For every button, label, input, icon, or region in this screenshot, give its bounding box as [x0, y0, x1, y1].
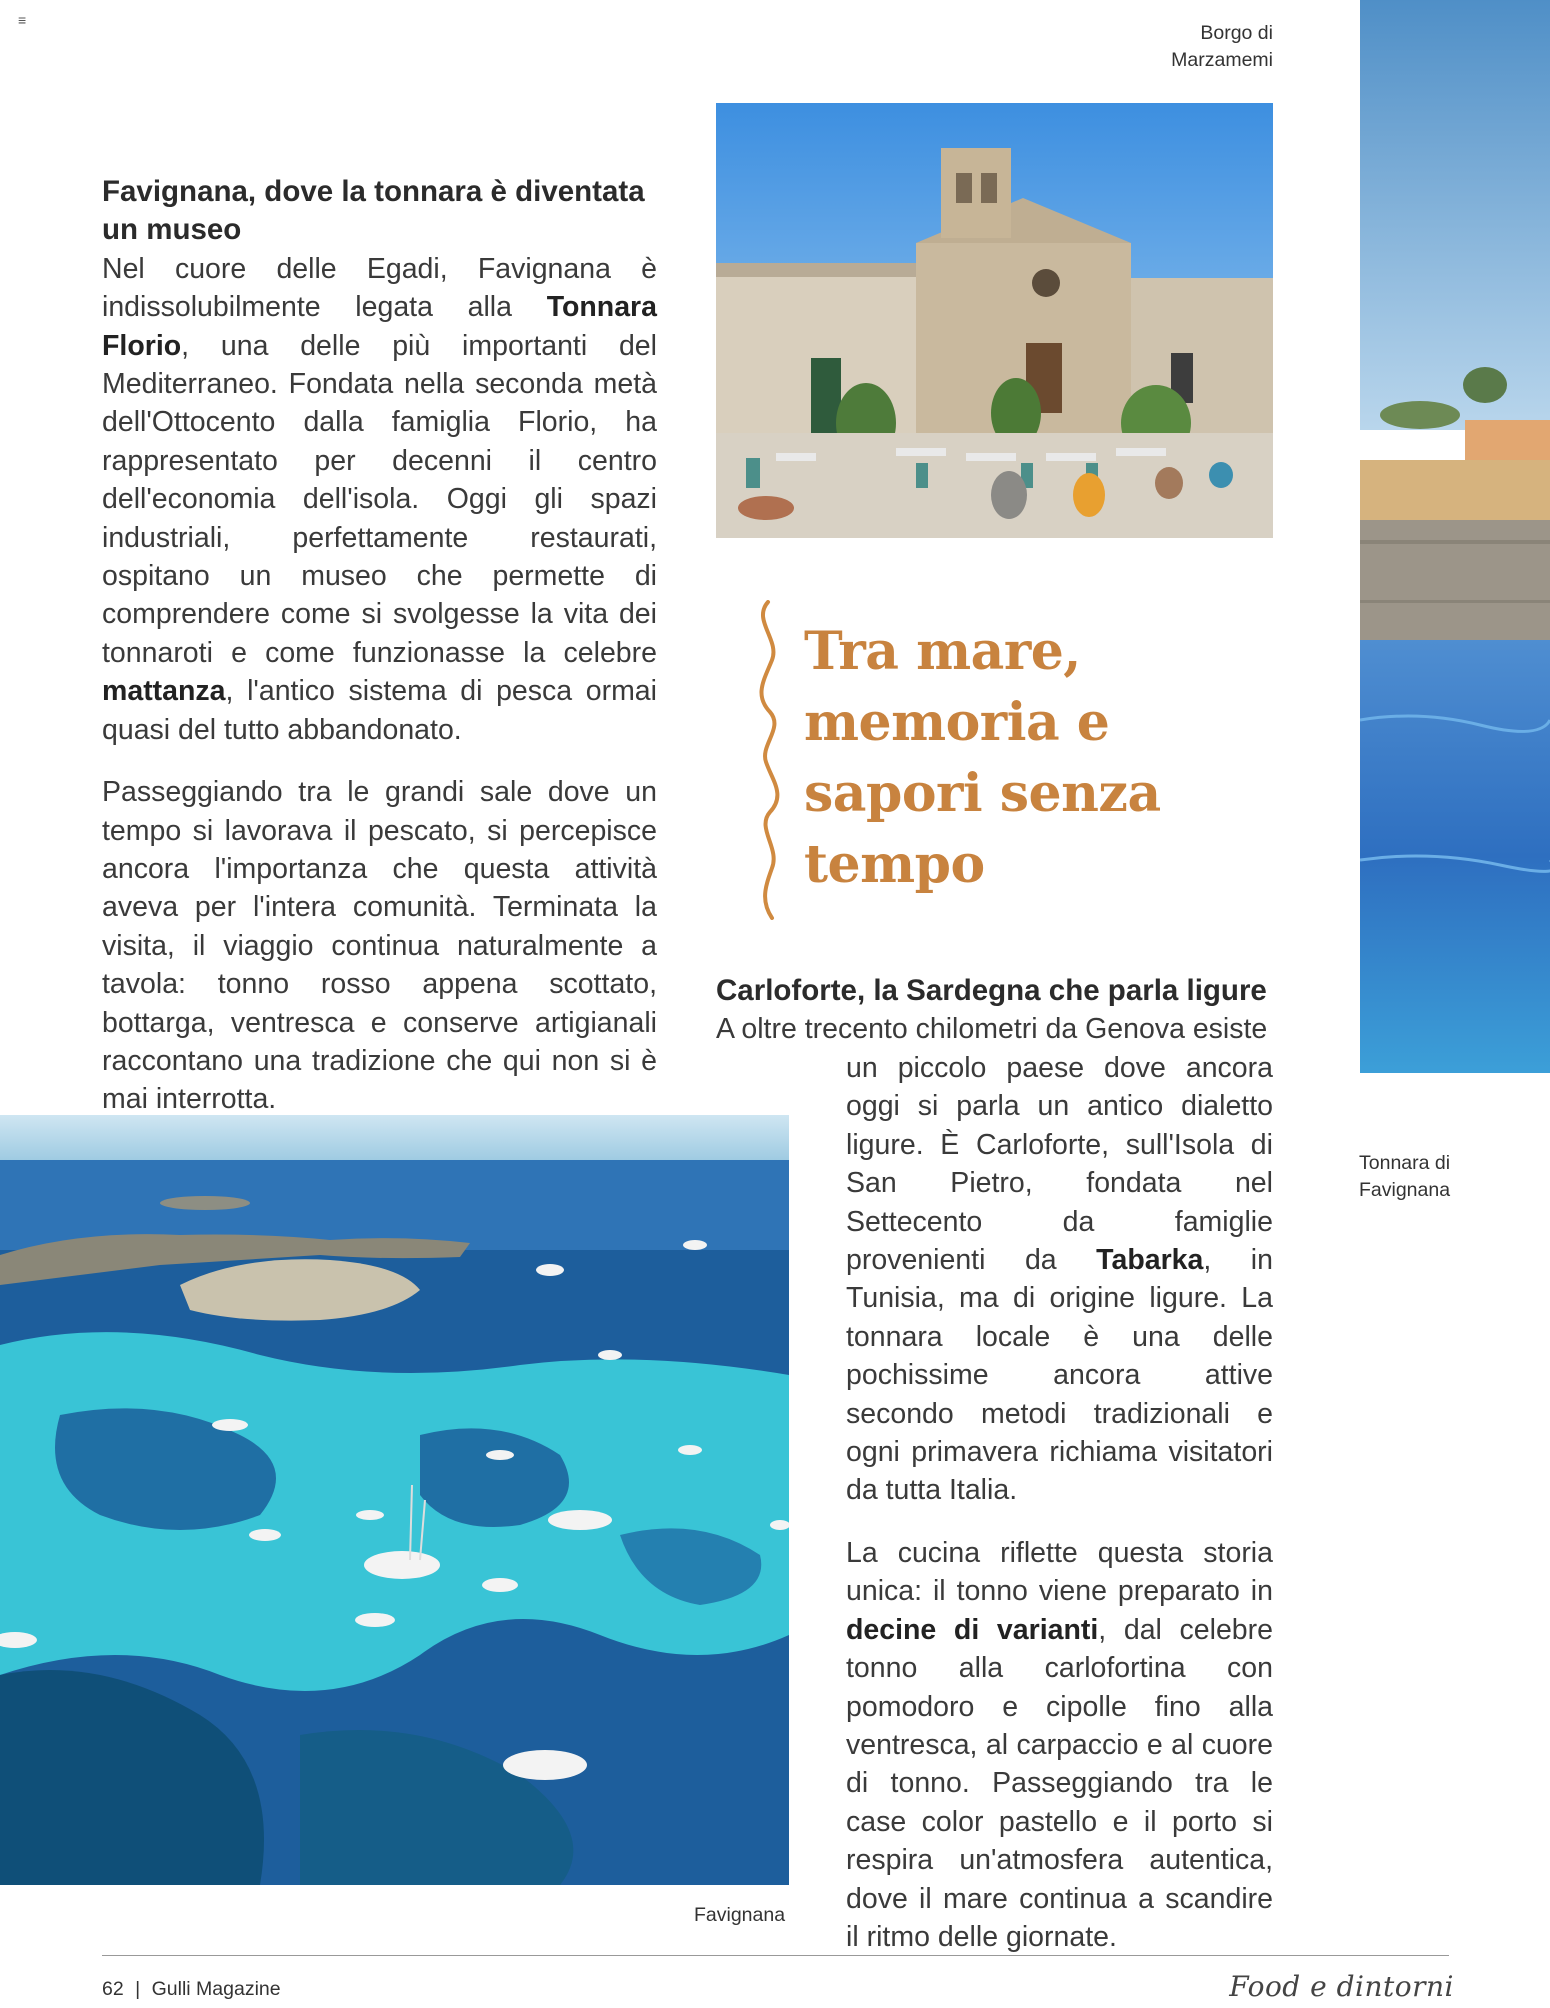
- corner-mark: ≡: [18, 12, 27, 28]
- footer-separator: |: [135, 1978, 141, 2000]
- footer-credit: [102, 1978, 281, 2001]
- curly-brace-ornament: [750, 600, 790, 920]
- footer-rule: [102, 1955, 1449, 1956]
- article-carloforte-title: Carloforte, la Sardegna che parla ligure: [716, 974, 1267, 1007]
- article-favignana-paragraph-1: Nel cuore delle Egadi, Favignana è indissolubilmente legata alla Tonnara Florio, una delle più importanti del Mediterraneo. Fondata nella seconda metà dell'Ottocento dalla famiglia Florio, ha rappresentato per decenni il centro dell'economia dell'isola. Oggi gli spazi industriali, perfettamente restaurati, ospitano un museo che permette di comprendere come si svolgesse la vita dei tonnaroti e come funzionasse la celebre mattanza, l'antico sistema di pesca ormai quasi del tutto abbandonato.: [102, 252, 657, 746]
- caption-tonnara-favignana: Tonnara di Favignana: [1359, 1152, 1451, 1201]
- page-number: 62: [102, 1978, 124, 2000]
- article-favignana: [102, 173, 657, 1119]
- caption-favignana: Favignana: [694, 1904, 786, 1926]
- article-carloforte-paragraph-2: La cucina riflette questa storia unica: il tonno viene preparato in decine di varianti, dal celebre tonno alla carlofortina con pomodoro e cipolle fino alla ventresca, al carpaccio e al cuore di tonno. Passeggiando tra le case color pastello e il porto si respira un'atmosfera autentica, dove il mare continua a scandire il ritmo delle giornate.: [846, 1536, 1273, 1953]
- article-favignana-body: [102, 250, 657, 1119]
- pull-quote: Tra mare, memoria e sapori senza tempo: [804, 621, 1161, 895]
- photo-tonnara-favignana: [1360, 0, 1550, 1073]
- photo-favignana-sea: [0, 1115, 789, 1885]
- article-carloforte-paragraph-1: un piccolo paese dove ancora oggi si parla un antico dialetto ligure. È Carloforte, sull'Isola di San Pietro, fondata nel Settecento da famiglie provenienti da Tabarka, in Tunisia, ma di origine ligure. La tonnara locale è una delle pochissime ancora attive secondo metodi tradizionali e ogni primavera richiama visitatori da tutta Italia.: [846, 1052, 1273, 1507]
- magazine-name: Gulli Magazine: [151, 1978, 281, 2000]
- caption-borgo-marzamemi: Borgo di Marzamemi: [1171, 22, 1273, 71]
- article-carloforte: [716, 972, 1273, 1049]
- section-signature: Food e dintorni: [1229, 1970, 1454, 2003]
- article-carloforte-first-line: A oltre trecento chilometri da Genova esiste: [716, 1013, 1268, 1046]
- article-carloforte-body: [846, 1049, 1273, 1956]
- article-favignana-title: Favignana, dove la tonnara è diventata un museo: [102, 175, 645, 247]
- photo-marzamemi: [716, 103, 1273, 538]
- article-favignana-paragraph-2: Passeggiando tra le grandi sale dove un tempo si lavorava il pescato, si percepisce ancora l'importanza che questa attività aveva per l'intera comunità. Terminata la visita, il viaggio continua naturalmente a tavola: tonno rosso appena scottato, bottarga, ventresca e conserve artigianali raccontano una tradizione che qui non si è mai interrotta.: [102, 776, 657, 1116]
